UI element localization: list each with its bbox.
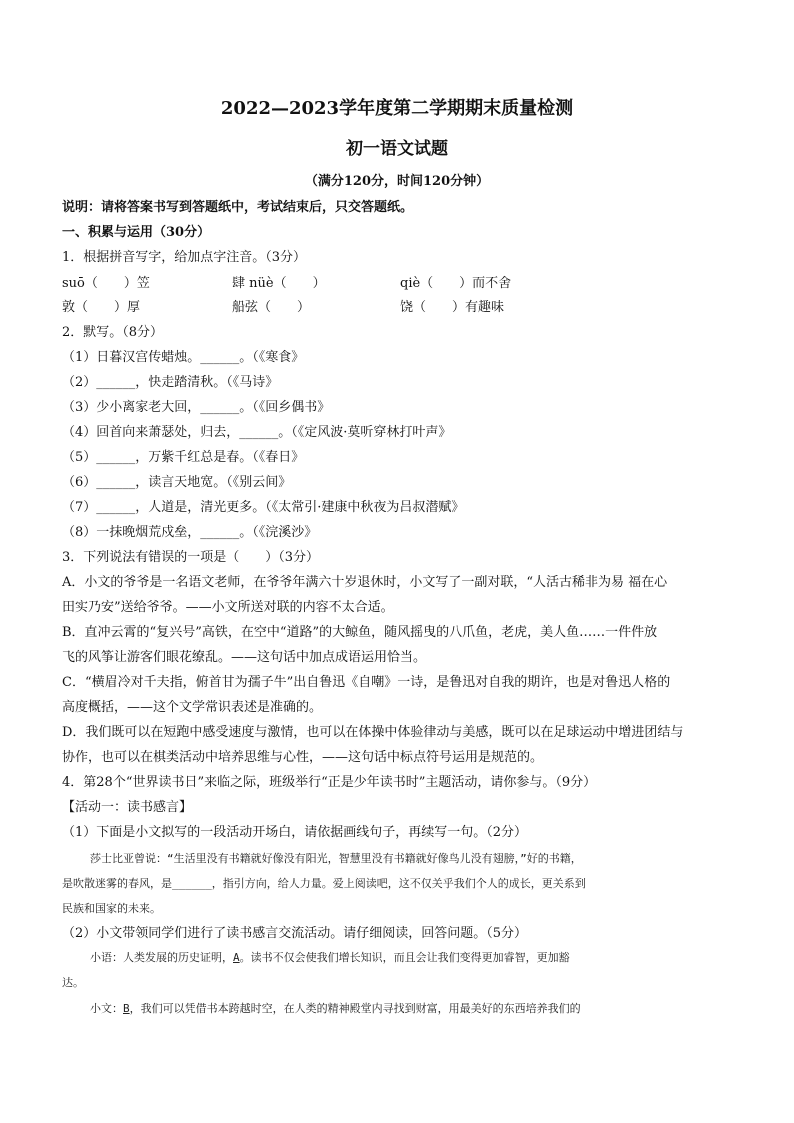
- q3-stem: 3．下列说法有错误的一项是（ ）（3分）: [62, 550, 320, 565]
- q1-item: 饶（ ）有趣味: [400, 300, 505, 315]
- q4-stem: 4．第28个“世界读书日”来临之际，班级举行“正是少年读书时”主题活动，请你参与。（9分）: [62, 775, 597, 790]
- dialog-line: 达。: [62, 976, 84, 989]
- quote-line: 莎士比亚曾说：“生活里没有书籍就好像没有阳光，智慧里没有书籍就好像鸟儿没有翅膀，”好的书籍，: [90, 852, 582, 865]
- q4-sub1: （1）下面是小文拟写的一段活动开场白，请依据画线句子，再续写一句。（2分）: [62, 825, 528, 840]
- q1-stem: 1．根据拼音写字，给加点字注音。（3分）: [62, 250, 307, 265]
- quote-line: 民族和国家的未来。: [62, 902, 161, 915]
- activity-heading: 【活动一：读书感言】: [62, 800, 193, 815]
- dialog-text: 小语：人类发展的历史证明，: [90, 951, 233, 964]
- q2-item: （6）______，读言天地宽。（《别云间》: [62, 475, 292, 490]
- q1-item: qiè（ ）而不舍: [400, 276, 512, 291]
- blank-mark-a: A: [233, 951, 240, 964]
- dialog-text: 小文：: [90, 1002, 123, 1015]
- q1-item: 肆 nüè（ ）: [232, 276, 326, 291]
- exam-subtitle: 初一语文试题: [346, 139, 448, 159]
- q1-item: 敦（ ）厚: [62, 300, 141, 315]
- q2-item: （1）日暮汉宫传蜡烛。______。（《寒食》: [62, 350, 305, 365]
- q3-option-d-cont: 协作，也可以在棋类活动中培养思维与心性，——这句话中标点符号运用是规范的。: [62, 750, 544, 765]
- exam-title: 2022—2023学年度第二学期期末质量检测: [220, 98, 574, 119]
- q1-item: 船弦（ ）: [232, 300, 311, 315]
- dialog-text: 。读书不仅会使我们增长知识，而且会让我们变得更加睿智，更加豁: [239, 951, 570, 964]
- q3-option-c: C．“横眉冷对千夫指，俯首甘为孺子牛”出自鲁迅《自嘲》一诗，是鲁迅对自我的期许，也是对鲁迅人格的: [62, 675, 671, 690]
- q3-option-d: D．我们既可以在短跑中感受速度与激情，也可以在体操中体验律动与美感，既可以在足球运动中增进团结与: [62, 725, 684, 740]
- q2-item: （8）一抹晚烟荒戍垒，______。（《浣溪沙》: [62, 525, 318, 540]
- q4-sub2: （2）小文带领同学们进行了读书感言交流活动。请仔细阅读，回答问题。（5分）: [62, 926, 528, 941]
- quote-line: 是吹散迷雾的春风，是______，指引方向，给人力量。爱上阅读吧，这不仅关乎我们个人的成长，更关系到: [62, 877, 586, 890]
- q3-option-b-cont: 飞的风筝让游客们眼花缭乱。——这句话中加点成语运用恰当。: [62, 650, 427, 665]
- q3-option-c-cont: 高度概括，——这个文学常识表述是准确的。: [62, 700, 323, 715]
- q3-option-a: A．小文的爷爷是一名语文老师，在爷爷年满六十岁退休时，小文写了一副对联，“人活古稀非为易 福在心: [62, 575, 668, 590]
- section-title: 一、积累与运用（30分）: [62, 225, 211, 240]
- q2-item: （5）______，万紫千红总是春。（《春日》: [62, 450, 305, 465]
- q2-item: （4）回首向来萧瑟处，归去，______。（《定风波·莫听穿林打叶声》: [62, 425, 452, 440]
- dialog-line: [90, 951, 570, 965]
- dialog-line: [90, 1002, 581, 1016]
- blank-mark-b: B: [123, 1002, 130, 1015]
- q2-item: （2）______，快走踏清秋。（《马诗》: [62, 375, 279, 390]
- score-note: （满分120分，时间120分钟）: [304, 174, 490, 189]
- q1-item: suō（ ）笠: [62, 276, 150, 291]
- q2-stem: 2．默写。（8分）: [62, 325, 164, 340]
- instructions: 说明：请将答案书写到答题纸中，考试结束后，只交答题纸。: [62, 200, 414, 215]
- dialog-text: ，我们可以凭借书本跨越时空，在人类的精神殿堂内寻找到财富，用最美好的东西培养我们的: [129, 1002, 581, 1015]
- q3-option-b: B．直冲云霄的“复兴号”高铁，在空中“道路”的大鲸鱼，随风摇曳的八爪鱼，老虎，美人鱼……一件件放: [62, 625, 658, 640]
- q2-item: （7）______，人道是，清光更多。（《太常引·建康中秋夜为吕叔潜赋》: [62, 500, 465, 515]
- q3-option-a-cont: 田实乃安”送给爷爷。——小文所送对联的内容不太合适。: [62, 600, 394, 615]
- q2-item: （3）少小离家老大回，______。（《回乡偶书》: [62, 400, 331, 415]
